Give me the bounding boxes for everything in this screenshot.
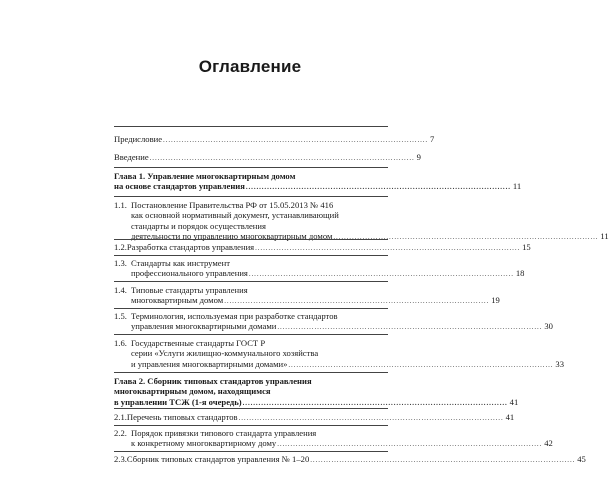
section-divider [114, 167, 388, 168]
entry-divider [114, 408, 388, 409]
page-number: 41 [509, 396, 519, 407]
page-number: 41 [505, 412, 515, 422]
entry-text: на основе стандартов управления [114, 181, 245, 192]
page-number: 45 [577, 454, 586, 464]
entry-text: как основной нормативный документ, устанавливающий [131, 210, 339, 221]
toc-entry-1-2[interactable] [114, 242, 531, 253]
entry-text: Глава 1. Управление многоквартирным домом [114, 171, 296, 181]
entry-number: 1.4. [114, 285, 127, 295]
entry-text: Стандарты как инструмент [131, 258, 230, 268]
entry-number: 1.1. [114, 200, 127, 210]
leader-dots: .................................................................................................... [245, 183, 511, 192]
toc-entry-1-6[interactable] [114, 338, 564, 370]
page-number: 42 [544, 438, 553, 449]
leader-dots: .................................................................................................... [333, 233, 599, 242]
leader-dots: .................................................................................................... [248, 270, 514, 279]
top-divider [114, 126, 388, 127]
page-number: 18 [515, 268, 525, 279]
entry-text: профессионального управления [131, 268, 248, 279]
page-number: 15 [522, 242, 531, 252]
toc-entry-2-3[interactable] [114, 454, 586, 465]
entry-divider [114, 425, 388, 426]
entry-text: Разработка стандартов управления [126, 242, 255, 252]
entry-text: Глава 2. Сборник типовых стандартов управления [114, 376, 312, 386]
page-number: 11 [600, 231, 609, 242]
entry-text: Терминология, используемая при разработке стандартов [131, 311, 338, 321]
entry-divider [114, 334, 388, 335]
leader-dots: .................................................................................................... [238, 414, 504, 422]
leader-dots: .................................................................................................... [242, 398, 508, 407]
page-number: 9 [416, 152, 421, 162]
toc-entry-1-3[interactable] [114, 258, 525, 280]
entry-divider [114, 196, 388, 197]
entry-number: 1.3. [114, 258, 127, 268]
toc-entry-2-2[interactable] [114, 428, 553, 450]
toc-entry-chapter-1[interactable] [114, 171, 522, 193]
entry-text: серии «Услуги жилищно-коммунального хозяйства [131, 348, 319, 359]
entry-text: деятельности по управлению многоквартирным домом [131, 231, 333, 242]
leader-dots: .................................................................................................... [310, 456, 576, 464]
toc-entry-preface[interactable] [114, 134, 435, 145]
entry-text: стандарты и порядок осуществления [131, 220, 266, 231]
page-number: 33 [555, 358, 564, 369]
leader-dots: .................................................................................................... [224, 297, 490, 306]
entry-number: 2.3. [114, 454, 127, 464]
leader-dots: .................................................................................................... [277, 323, 543, 332]
entry-divider [114, 451, 388, 452]
toc-entry-introduction[interactable] [114, 152, 421, 163]
toc-entry-1-1[interactable] [114, 200, 609, 243]
entry-divider [114, 281, 388, 282]
entry-number: 1.6. [114, 338, 127, 348]
page-number: 7 [430, 134, 435, 144]
entry-text: Предисловие [114, 134, 163, 144]
toc-entry-1-4[interactable] [114, 285, 500, 307]
entry-text: Сборник типовых стандартов управления № 1–20 [126, 454, 310, 464]
entry-text: Типовые стандарты управления [131, 285, 248, 295]
page-title: Оглавление [198, 57, 302, 76]
leader-dots: .................................................................................................... [163, 136, 429, 144]
entry-number: 2.2. [114, 428, 127, 438]
entry-text: к конкретному многоквартирному дому [131, 438, 277, 449]
leader-dots: .................................................................................................... [149, 154, 415, 162]
entry-divider [114, 308, 388, 309]
entry-text: в управлении ТСЖ (1-я очередь) [114, 396, 242, 407]
entry-divider [114, 239, 388, 240]
entry-number: 1.2. [114, 242, 127, 252]
section-divider [114, 372, 388, 373]
toc-entry-2-1[interactable] [114, 412, 515, 423]
entry-number: 2.1. [114, 412, 127, 422]
page-number: 30 [544, 321, 553, 332]
leader-dots: .................................................................................................... [255, 244, 521, 252]
leader-dots: .................................................................................................... [288, 360, 554, 369]
entry-text: многоквартирным домом [131, 295, 224, 306]
entry-text: Введение [114, 152, 149, 162]
entry-text: Государственные стандарты ГОСТ Р [131, 338, 266, 348]
entry-text: управления многоквартирными домами [131, 321, 277, 332]
entry-text: Постановление Правительства РФ от 15.05.2013 № 416 [131, 200, 334, 210]
entry-text: многоквартирным домом, находящимся [114, 386, 271, 397]
page-number: 11 [512, 181, 522, 192]
entry-text: Перечень типовых стандартов [126, 412, 238, 422]
leader-dots: .................................................................................................... [277, 440, 543, 449]
entry-divider [114, 255, 388, 256]
page-number: 19 [491, 295, 500, 306]
toc-entry-1-5[interactable] [114, 311, 553, 333]
entry-number: 1.5. [114, 311, 127, 321]
entry-text: Порядок привязки типового стандарта управления [131, 428, 317, 438]
entry-text: и управления многоквартирными домами» [131, 358, 288, 369]
toc-entry-chapter-2[interactable] [114, 376, 519, 408]
